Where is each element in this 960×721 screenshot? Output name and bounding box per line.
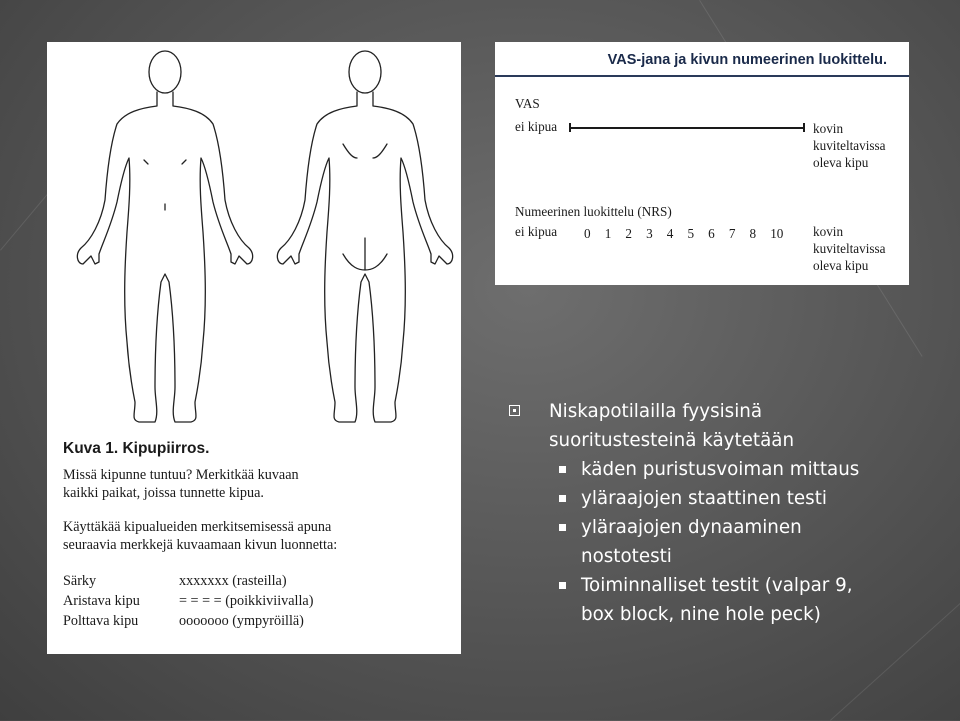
back-head bbox=[349, 51, 381, 93]
sub-bullet-item: yläraajojen staattinen testi bbox=[503, 484, 943, 513]
sub-bullet-list bbox=[503, 455, 943, 629]
sub-bullet-item: yläraajojen dynaaminen nostotesti bbox=[503, 513, 943, 571]
nrs-number: 3 bbox=[646, 226, 653, 241]
figure-caption-title: Kuva 1. Kipupiirros. bbox=[63, 440, 210, 457]
legend-mark: ooooooo (ympyröillä) bbox=[179, 613, 304, 629]
nrs-number: 4 bbox=[666, 226, 674, 241]
sub-bullet-item: Toiminnalliset testit (valpar 9, box block, nine hole peck) bbox=[503, 571, 943, 629]
vas-panel-title: VAS-jana ja kivun numeerinen luokittelu. bbox=[607, 52, 887, 68]
vas-left-anchor: ei kipua bbox=[515, 119, 558, 134]
filled-square-bullet-icon bbox=[559, 466, 566, 473]
nrs-number: 2 bbox=[625, 226, 632, 241]
nrs-number: 10 bbox=[770, 226, 784, 241]
vas-right-anchor: kovin kuviteltavissa oleva kipu bbox=[813, 121, 886, 170]
filled-square-bullet-icon bbox=[559, 524, 566, 531]
vas-label: VAS bbox=[515, 96, 540, 111]
nrs-left-anchor: ei kipua bbox=[515, 224, 558, 239]
pain-location-question: Missä kipunne tuntuu? Merkitkää kuvaan kaikki paikat, joissa tunnette kipua. bbox=[63, 467, 299, 501]
nrs-number-scale bbox=[584, 226, 791, 242]
nrs-right-anchor: kovin kuviteltavissa oleva kipu bbox=[813, 224, 886, 273]
pain-type-legend bbox=[63, 572, 453, 632]
vas-start-tick bbox=[569, 123, 571, 132]
title-rule-divider bbox=[495, 75, 909, 77]
body-outline-figures bbox=[47, 42, 461, 472]
legend-row bbox=[63, 572, 453, 592]
front-head bbox=[149, 51, 181, 93]
vas-nrs-panel bbox=[495, 42, 909, 285]
nrs-number: 0 bbox=[584, 226, 591, 241]
bullet-list bbox=[503, 397, 943, 629]
nrs-number: 8 bbox=[749, 226, 757, 241]
filled-square-bullet-icon bbox=[559, 582, 566, 589]
vas-end-tick bbox=[803, 123, 805, 132]
front-chest-marks bbox=[144, 160, 186, 210]
nrs-number: 5 bbox=[687, 226, 695, 241]
legend-pain-type: Polttava kipu bbox=[63, 613, 139, 629]
legend-mark: = = = = (poikkiviivalla) bbox=[179, 593, 314, 609]
sub-bullet-item: käden puristusvoiman mittaus bbox=[503, 455, 943, 484]
nrs-number: 6 bbox=[708, 226, 715, 241]
legend-pain-type: Särky bbox=[63, 573, 97, 589]
vas-scale-line bbox=[570, 127, 804, 129]
back-buttock-marks bbox=[343, 238, 387, 270]
legend-row bbox=[63, 592, 453, 612]
square-bullet-icon bbox=[509, 405, 520, 416]
legend-mark: xxxxxxx (rasteilla) bbox=[179, 573, 287, 589]
legend-pain-type: Aristava kipu bbox=[63, 593, 140, 609]
pain-drawing-panel bbox=[47, 42, 461, 654]
nrs-number: 7 bbox=[728, 226, 736, 241]
filled-square-bullet-icon bbox=[559, 495, 566, 502]
nrs-number: 1 bbox=[604, 226, 612, 241]
back-shoulder-blade-marks bbox=[343, 144, 387, 158]
main-bullet: Niskapotilailla fyysisinä suoritustesteinä käytetään bbox=[503, 397, 943, 455]
marking-instruction: Käyttäkää kipualueiden merkitsemisessä apuna seuraavia merkkejä kuvaamaan kivun luonnetta: bbox=[63, 519, 338, 553]
front-body-outline bbox=[77, 92, 252, 422]
nrs-label: Numeerinen luokittelu (NRS) bbox=[515, 204, 672, 219]
legend-row bbox=[63, 612, 453, 632]
